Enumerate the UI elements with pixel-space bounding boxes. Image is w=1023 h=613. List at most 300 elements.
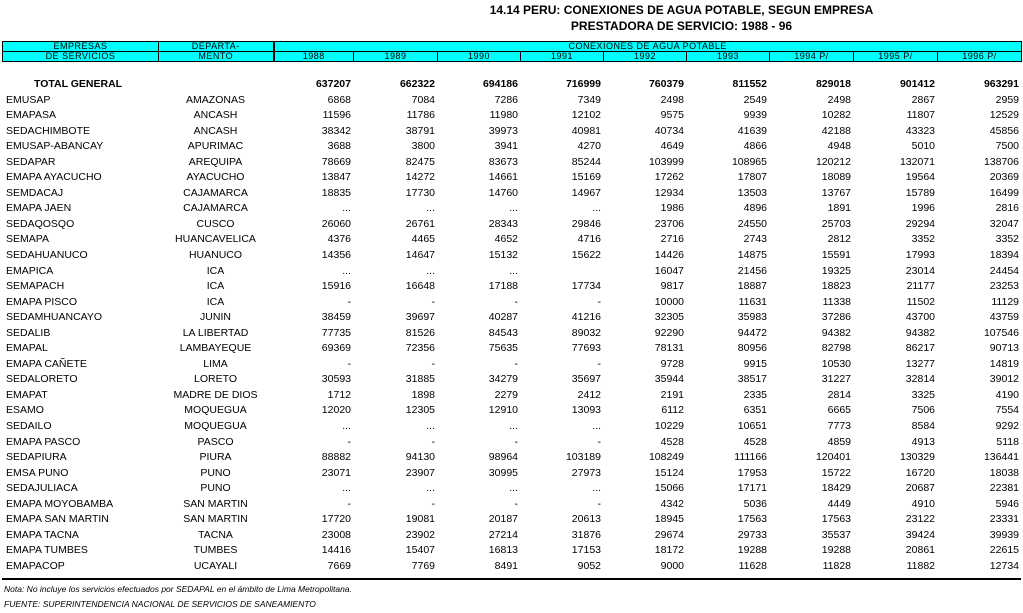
value-cell: 108249	[648, 451, 684, 464]
value-cell: 35537	[821, 528, 851, 541]
header-year: 1993	[687, 52, 770, 62]
header-depto-bottom: MENTO	[159, 52, 274, 62]
value-cell: 4342	[660, 497, 684, 510]
table-row	[2, 186, 1021, 202]
data-table	[2, 77, 1021, 575]
value-cell: 5010	[911, 140, 935, 153]
value-cell: 136441	[983, 451, 1019, 464]
empresa-cell: SEDALIB	[6, 326, 51, 339]
value-cell: 7084	[411, 93, 435, 106]
value-cell: 38517	[737, 373, 767, 386]
value-cell: 2814	[827, 388, 851, 401]
value-cell: 38459	[321, 311, 351, 324]
value-cell: 11882	[906, 559, 935, 572]
table-row	[2, 341, 1021, 357]
value-cell: 77693	[571, 342, 601, 355]
value-cell: 4649	[660, 140, 684, 153]
value-cell: 7769	[411, 559, 435, 572]
value-cell: 22615	[989, 544, 1019, 557]
value-cell: 4190	[995, 388, 1019, 401]
value-cell: 81526	[405, 326, 435, 339]
value-cell: 15066	[654, 482, 684, 495]
header-year: 1989	[354, 52, 438, 62]
value-cell: 15169	[571, 171, 601, 184]
value-cell: 43700	[905, 311, 935, 324]
value-cell: -	[431, 357, 435, 370]
value-cell: 86217	[905, 342, 935, 355]
value-cell: 14356	[321, 249, 351, 262]
table-title: 14.14 PERU: CONEXIONES DE AGUA POTABLE, SEGUN EMPRESA	[489, 3, 874, 17]
value-cell: 111166	[734, 451, 767, 464]
value-cell: 120212	[815, 155, 851, 168]
value-cell: 16499	[989, 186, 1019, 199]
value-cell: 4866	[743, 140, 767, 153]
value-cell: 16648	[405, 280, 435, 293]
empresa-cell: EMAPACOP	[6, 559, 65, 572]
total-value: 811552	[732, 78, 767, 90]
value-cell: 5946	[995, 497, 1019, 510]
departamento-cell: ICA	[206, 280, 225, 293]
empresa-cell: SEDACHIMBOTE	[6, 124, 91, 137]
value-cell: 2716	[660, 233, 684, 246]
value-cell: 13767	[821, 186, 851, 199]
table-row	[2, 170, 1021, 186]
table-row	[2, 279, 1021, 295]
value-cell: 31885	[405, 373, 435, 386]
value-cell: 94472	[737, 326, 767, 339]
header-year: 1996 P/	[938, 52, 1022, 62]
value-cell: 17720	[321, 513, 351, 526]
value-cell: ...	[342, 202, 351, 215]
table-row	[2, 559, 1021, 575]
value-cell: 3352	[911, 233, 935, 246]
table-row	[2, 155, 1021, 171]
value-cell: 10651	[737, 420, 767, 433]
value-cell: 1996	[911, 202, 935, 215]
value-cell: 11631	[738, 295, 767, 308]
value-cell: 92290	[654, 326, 684, 339]
value-cell: 15722	[821, 466, 851, 479]
value-cell: 21177	[906, 280, 935, 293]
value-cell: 14875	[737, 249, 767, 262]
table-row	[2, 528, 1021, 544]
value-cell: 5118	[996, 435, 1019, 448]
value-cell: 10229	[654, 420, 684, 433]
empresa-cell: EMAPAT	[6, 388, 48, 401]
value-cell: 12734	[989, 559, 1019, 572]
total-value: 829018	[815, 78, 851, 90]
value-cell: 19081	[405, 513, 435, 526]
value-cell: 107546	[983, 326, 1019, 339]
departamento-cell: MADRE DE DIOS	[173, 388, 258, 401]
value-cell: 4716	[577, 233, 601, 246]
table-row	[2, 512, 1021, 528]
value-cell: 15591	[821, 249, 851, 262]
value-cell: 18038	[989, 466, 1019, 479]
value-cell: -	[431, 295, 435, 308]
value-cell: 6351	[743, 404, 767, 417]
value-cell: 10000	[654, 295, 684, 308]
empresa-cell: EMAPASA	[6, 109, 56, 122]
departamento-cell: AMAZONAS	[186, 93, 245, 106]
departamento-cell: ICA	[206, 295, 225, 308]
departamento-cell: MOQUEGUA	[184, 404, 247, 417]
value-cell: 17262	[654, 171, 684, 184]
value-cell: 4528	[660, 435, 684, 448]
departamento-cell: ANCASH	[193, 109, 238, 122]
empresa-cell: SEMAPACH	[6, 280, 65, 293]
value-cell: 94130	[405, 451, 435, 464]
value-cell: 11786	[406, 109, 435, 122]
value-cell: 11628	[738, 559, 767, 572]
value-cell: 94382	[821, 326, 851, 339]
empresa-cell: EMAPA PASCO	[6, 435, 81, 448]
departamento-cell: HUANCAVELICA	[175, 233, 256, 246]
value-cell: ...	[509, 202, 518, 215]
value-cell: 28343	[488, 217, 518, 230]
value-cell: 11807	[906, 109, 935, 122]
value-cell: 2412	[577, 388, 601, 401]
empresa-cell: ESAMO	[6, 404, 44, 417]
value-cell: 14760	[488, 186, 518, 199]
value-cell: 16047	[654, 264, 684, 277]
value-cell: 18394	[989, 249, 1019, 262]
value-cell: 94382	[905, 326, 935, 339]
empresa-cell: EMAPICA	[6, 264, 54, 277]
table-row	[2, 388, 1021, 404]
value-cell: 17953	[737, 466, 767, 479]
value-cell: 12305	[405, 404, 435, 417]
value-cell: 84543	[488, 326, 518, 339]
value-cell: 17563	[737, 513, 767, 526]
value-cell: 34279	[488, 373, 518, 386]
value-cell: 11338	[822, 295, 851, 308]
value-cell: 3800	[411, 140, 435, 153]
value-cell: 38791	[405, 124, 435, 137]
departamento-cell: SAN MARTIN	[183, 497, 248, 510]
value-cell: 130329	[899, 451, 935, 464]
value-cell: 78669	[321, 155, 351, 168]
table-header	[2, 41, 1022, 62]
value-cell: 23331	[989, 513, 1019, 526]
value-cell: -	[347, 435, 351, 448]
empresa-cell: SEDAPIURA	[6, 451, 67, 464]
value-cell: 2549	[743, 93, 767, 106]
table-subtitle: PRESTADORA DE SERVICIO: 1988 - 96	[570, 19, 793, 33]
departamento-cell: PUNO	[200, 482, 231, 495]
value-cell: 82475	[405, 155, 435, 168]
value-cell: 7286	[494, 93, 518, 106]
value-cell: 4859	[827, 435, 851, 448]
value-cell: 108965	[731, 155, 767, 168]
value-cell: 15622	[571, 249, 601, 262]
value-cell: -	[347, 497, 351, 510]
value-cell: 22381	[989, 482, 1019, 495]
value-cell: 31876	[571, 528, 601, 541]
header-depto-top: DEPARTA-	[159, 42, 274, 52]
value-cell: 2191	[660, 388, 684, 401]
value-cell: 12934	[654, 186, 684, 199]
departamento-cell: ICA	[206, 264, 225, 277]
value-cell: 40734	[654, 124, 684, 137]
value-cell: 13847	[321, 171, 351, 184]
value-cell: 15132	[488, 249, 518, 262]
value-cell: 9292	[995, 420, 1019, 433]
value-cell: ...	[592, 482, 601, 495]
value-cell: 19325	[821, 264, 851, 277]
header-year: 1992	[604, 52, 687, 62]
value-cell: 78131	[654, 342, 684, 355]
value-cell: 4910	[911, 497, 935, 510]
table-row	[2, 295, 1021, 311]
table-row	[2, 139, 1021, 155]
empresa-cell: EMAPA SAN MARTIN	[6, 513, 109, 526]
departamento-cell: LIMA	[203, 357, 228, 370]
value-cell: 39424	[905, 528, 935, 541]
value-cell: 13503	[737, 186, 767, 199]
value-cell: 40981	[571, 124, 601, 137]
value-cell: 26761	[405, 217, 435, 230]
value-cell: 15407	[405, 544, 435, 557]
table-row	[2, 232, 1021, 248]
value-cell: 4913	[911, 435, 935, 448]
value-cell: 23122	[905, 513, 935, 526]
empresa-cell: SEDAHUANUCO	[6, 249, 88, 262]
value-cell: 14819	[989, 357, 1019, 370]
value-cell: 14272	[405, 171, 435, 184]
empresa-cell: SEMAPA	[6, 233, 49, 246]
value-cell: 18823	[821, 280, 851, 293]
header-year: 1990	[438, 52, 521, 62]
value-cell: 29846	[571, 217, 601, 230]
table-row	[2, 326, 1021, 342]
departamento-cell: LORETO	[194, 373, 237, 386]
table-bottom-rule	[2, 578, 1021, 580]
empresa-cell: EMAPA MOYOBAMBA	[6, 497, 114, 510]
value-cell: 17188	[488, 280, 518, 293]
value-cell: 9575	[660, 109, 684, 122]
value-cell: 82798	[821, 342, 851, 355]
value-cell: 14647	[405, 249, 435, 262]
departamento-cell: PASCO	[197, 435, 234, 448]
value-cell: 23071	[321, 466, 351, 479]
table-row	[2, 264, 1021, 280]
value-cell: 27214	[488, 528, 518, 541]
value-cell: -	[514, 357, 518, 370]
value-cell: 42188	[821, 124, 851, 137]
value-cell: 1712	[327, 388, 351, 401]
header-year: 1994 P/	[770, 52, 854, 62]
departamento-cell: HUANUCO	[188, 249, 243, 262]
table-row	[2, 217, 1021, 233]
value-cell: 23907	[405, 466, 435, 479]
value-cell: 90713	[989, 342, 1019, 355]
value-cell: 25703	[821, 217, 851, 230]
value-cell: 4948	[827, 140, 851, 153]
value-cell: 18835	[321, 186, 351, 199]
table-row	[2, 248, 1021, 264]
value-cell: 14426	[654, 249, 684, 262]
value-cell: 18945	[654, 513, 684, 526]
value-cell: 103189	[565, 451, 601, 464]
value-cell: -	[431, 497, 435, 510]
table-row	[2, 466, 1021, 482]
table-row	[2, 543, 1021, 559]
header-empresas-top: EMPRESAS	[3, 42, 159, 52]
value-cell: 17807	[737, 171, 767, 184]
value-cell: -	[514, 295, 518, 308]
value-cell: ...	[509, 264, 518, 277]
departamento-cell: APURIMAC	[187, 140, 244, 153]
value-cell: 23253	[989, 280, 1019, 293]
value-cell: 13277	[905, 357, 935, 370]
value-cell: 31227	[821, 373, 851, 386]
value-cell: 35944	[654, 373, 684, 386]
value-cell: 6868	[327, 93, 351, 106]
departamento-cell: CUSCO	[196, 217, 235, 230]
value-cell: 19288	[821, 544, 851, 557]
value-cell: 4528	[743, 435, 767, 448]
departamento-cell: TACNA	[198, 528, 233, 541]
value-cell: ...	[592, 420, 601, 433]
value-cell: 11828	[822, 559, 851, 572]
table-row	[2, 93, 1021, 109]
total-value: 716999	[565, 78, 601, 90]
value-cell: 11129	[991, 295, 1019, 308]
value-cell: 18089	[821, 171, 851, 184]
empresa-cell: EMAPA CAÑETE	[6, 357, 87, 370]
total-label: TOTAL GENERAL	[34, 78, 123, 90]
value-cell: 21456	[737, 264, 767, 277]
value-cell: -	[597, 295, 601, 308]
value-cell: 20187	[488, 513, 518, 526]
value-cell: 77735	[321, 326, 351, 339]
empresa-cell: SEDAQOSQO	[6, 217, 75, 230]
value-cell: 14661	[488, 171, 518, 184]
empresa-cell: EMAPA AYACUCHO	[6, 171, 102, 184]
value-cell: 10530	[821, 357, 851, 370]
empresa-cell: SEMDACAJ	[6, 186, 64, 199]
value-cell: 23014	[905, 264, 935, 277]
total-value: 637207	[315, 78, 351, 90]
value-cell: 2279	[494, 388, 518, 401]
value-cell: 30593	[321, 373, 351, 386]
empresa-cell: EMSA PUNO	[6, 466, 69, 479]
value-cell: 7349	[577, 93, 601, 106]
value-cell: 23902	[405, 528, 435, 541]
value-cell: 6112	[661, 404, 684, 417]
table-row	[2, 481, 1021, 497]
departamento-cell: CAJAMARCA	[183, 186, 248, 199]
departamento-cell: LAMBAYEQUE	[179, 342, 252, 355]
value-cell: 35983	[737, 311, 767, 324]
table-row	[2, 497, 1021, 513]
value-cell: 85244	[571, 155, 601, 168]
value-cell: 3688	[327, 140, 351, 153]
value-cell: 132071	[899, 155, 935, 168]
value-cell: ...	[342, 420, 351, 433]
departamento-cell: MOQUEGUA	[184, 420, 247, 433]
value-cell: 4652	[494, 233, 518, 246]
departamento-cell: ANCASH	[193, 124, 238, 137]
value-cell: 75635	[488, 342, 518, 355]
header-year: 1988	[274, 52, 354, 62]
value-cell: 15789	[905, 186, 935, 199]
value-cell: -	[514, 497, 518, 510]
value-cell: -	[597, 357, 601, 370]
value-cell: 2812	[827, 233, 851, 246]
value-cell: 83673	[488, 155, 518, 168]
value-cell: ...	[342, 482, 351, 495]
value-cell: 32305	[654, 311, 684, 324]
departamento-cell: PIURA	[199, 451, 232, 464]
value-cell: 29733	[737, 528, 767, 541]
value-cell: ...	[509, 482, 518, 495]
value-cell: 5036	[743, 497, 767, 510]
value-cell: 3941	[494, 140, 518, 153]
value-cell: 39697	[405, 311, 435, 324]
value-cell: -	[597, 435, 601, 448]
departamento-cell: LA LIBERTAD	[182, 326, 249, 339]
empresa-cell: EMAPA TUMBES	[6, 544, 88, 557]
value-cell: 72356	[405, 342, 435, 355]
value-cell: 7669	[327, 559, 351, 572]
table-row	[2, 201, 1021, 217]
footnote: Nota: No incluye los servicios efectuados por SEDAPAL en el ámbito de Lima Metropolitana.	[4, 584, 352, 594]
table-row	[2, 450, 1021, 466]
value-cell: 37286	[821, 311, 851, 324]
total-row	[2, 77, 1021, 93]
value-cell: 12910	[488, 404, 518, 417]
header-year: 1995 P/	[854, 52, 938, 62]
value-cell: 4376	[327, 233, 351, 246]
empresa-cell: SEDAMHUANCAYO	[6, 311, 103, 324]
total-value: 901412	[899, 78, 935, 90]
value-cell: 89032	[571, 326, 601, 339]
value-cell: 20861	[905, 544, 935, 557]
value-cell: 20687	[905, 482, 935, 495]
value-cell: ...	[342, 264, 351, 277]
value-cell: 88882	[321, 451, 351, 464]
table-row	[2, 372, 1021, 388]
departamento-cell: AYACUCHO	[186, 171, 245, 184]
value-cell: 2867	[911, 93, 935, 106]
value-cell: 17153	[571, 544, 601, 557]
value-cell: 9817	[660, 280, 684, 293]
value-cell: -	[597, 497, 601, 510]
value-cell: 4270	[577, 140, 601, 153]
value-cell: 39939	[989, 528, 1019, 541]
value-cell: 29674	[654, 528, 684, 541]
value-cell: 16813	[488, 544, 518, 557]
value-cell: 24454	[989, 264, 1019, 277]
value-cell: 17730	[405, 186, 435, 199]
value-cell: 14416	[321, 544, 351, 557]
value-cell: 9000	[660, 559, 684, 572]
value-cell: 12529	[989, 109, 1019, 122]
value-cell: 1891	[827, 202, 851, 215]
value-cell: ...	[592, 202, 601, 215]
value-cell: 7500	[995, 140, 1019, 153]
value-cell: 2743	[743, 233, 767, 246]
total-value: 760379	[648, 78, 684, 90]
value-cell: 17563	[821, 513, 851, 526]
value-cell: 138706	[983, 155, 1019, 168]
departamento-cell: SAN MARTIN	[183, 513, 248, 526]
value-cell: 19564	[905, 171, 935, 184]
value-cell: 16720	[905, 466, 935, 479]
table-row	[2, 403, 1021, 419]
